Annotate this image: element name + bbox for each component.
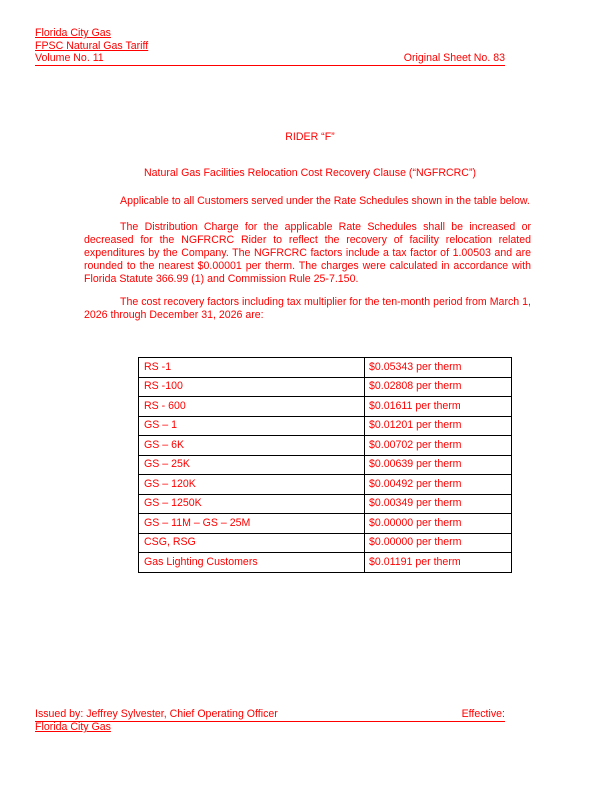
rate-schedule: GS – 120K: [139, 475, 365, 495]
rate-factor: $0.00000 per therm: [365, 514, 512, 534]
rate-schedule: CSG, RSG: [139, 533, 365, 553]
rate-factor: $0.05343 per therm: [365, 358, 512, 378]
paragraph-distribution-charge: [84, 221, 531, 286]
rate-schedule: GS – 6K: [139, 436, 365, 456]
rate-factor: $0.02808 per therm: [365, 377, 512, 397]
header-sheet-number: Original Sheet No. 83: [403, 52, 505, 64]
footer-effective: Effective:: [461, 708, 505, 720]
rate-table: [138, 357, 512, 573]
rate-table-body: [139, 358, 512, 573]
applicability-text: Applicable to all Customers served under the Rate Schedules shown in the table below.: [120, 195, 530, 207]
rate-row: [139, 397, 512, 417]
rate-factor: $0.00349 per therm: [365, 494, 512, 514]
rate-row: [139, 494, 512, 514]
rate-factor: $0.01201 per therm: [365, 416, 512, 436]
rate-schedule: Gas Lighting Customers: [139, 553, 365, 573]
rate-schedule: RS -1: [139, 358, 365, 378]
rider-subtitle: Natural Gas Facilities Relocation Cost Recovery Clause (“NGFRCRC”): [143, 167, 477, 179]
rate-row: [139, 436, 512, 456]
rate-schedule: GS – 25K: [139, 455, 365, 475]
rate-factor: $0.00639 per therm: [365, 455, 512, 475]
rate-factor: $0.01191 per therm: [365, 553, 512, 573]
rider-title: RIDER “F”: [285, 131, 335, 143]
paragraph-recovery-period: [84, 296, 531, 322]
rate-factor: $0.00492 per therm: [365, 475, 512, 495]
rate-schedule: GS – 11M – GS – 25M: [139, 514, 365, 534]
header-volume-line: [35, 52, 505, 66]
header-volume: Volume No. 11: [35, 52, 104, 64]
rate-row: [139, 514, 512, 534]
footer-issued-line: [35, 708, 505, 722]
rate-row: [139, 358, 512, 378]
rate-schedule: RS - 600: [139, 397, 365, 417]
header-tariff: FPSC Natural Gas Tariff: [35, 40, 149, 52]
footer-issued-by: Issued by: Jeffrey Sylvester, Chief Operating Officer: [35, 708, 278, 720]
footer-company: Florida City Gas: [35, 721, 111, 733]
rate-row: [139, 455, 512, 475]
rate-factor: $0.00000 per therm: [365, 533, 512, 553]
rate-schedule: GS – 1250K: [139, 494, 365, 514]
header-company: Florida City Gas: [35, 27, 111, 39]
rate-schedule: RS -100: [139, 377, 365, 397]
paragraph-distribution-charge-text: The Distribution Charge for the applicable Rate Schedules shall be increased or decreased for the NGFRCRC Rider to reflect the recovery of facility relocation related expenditures by the Company. The NGFRCRC factors include a tax factor of 1.00503 and are rounded to the nearest $0.00001 per therm. The charges were calculated in accordance with Florida Statute 366.99 (1) and Commission Rule 25-7.150.: [84, 221, 531, 285]
rate-row: [139, 416, 512, 436]
paragraph-recovery-period-text: The cost recovery factors including tax multiplier for the ten-month period from March 1, 2026 through December 31, 2026 are:: [84, 296, 531, 321]
rate-row: [139, 475, 512, 495]
rate-row: [139, 377, 512, 397]
rate-row: [139, 533, 512, 553]
rate-schedule: GS – 1: [139, 416, 365, 436]
rate-row: [139, 553, 512, 573]
rate-factor: $0.00702 per therm: [365, 436, 512, 456]
rate-factor: $0.01611 per therm: [365, 397, 512, 417]
